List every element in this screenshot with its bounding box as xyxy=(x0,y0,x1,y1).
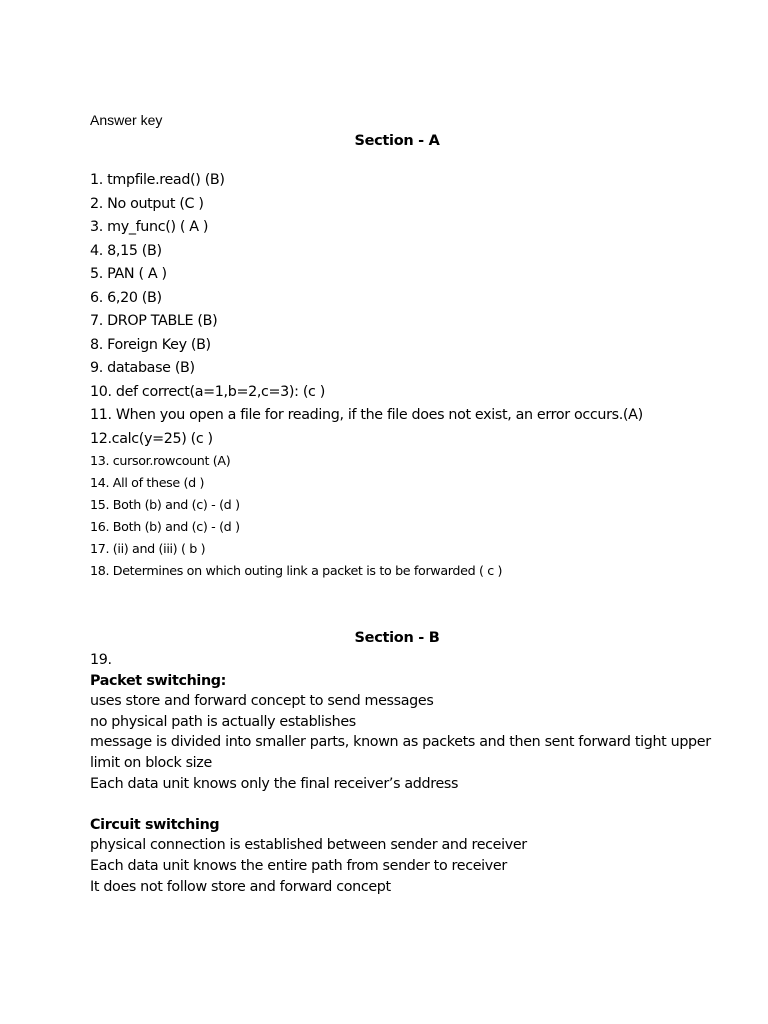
section-b-heading: Section - B xyxy=(354,630,440,646)
answer-item: 14. All of these (d ) xyxy=(90,475,205,490)
packet-switching-line: Each data unit knows only the final receiver’s address xyxy=(90,775,459,792)
answer-item: 15. Both (b) and (c) - (d ) xyxy=(90,497,240,512)
answer-item: 13. cursor.rowcount (A) xyxy=(90,453,231,468)
circuit-switching-line: It does not follow store and forward concept xyxy=(90,878,391,895)
answer-item: 17. (ii) and (iii) ( b ) xyxy=(90,541,206,556)
answer-item: 12.calc(y=25) (c ) xyxy=(90,430,213,447)
answer-item: 1. tmpfile.read() (B) xyxy=(90,172,225,188)
packet-switching-line: no physical path is actually establishes xyxy=(90,713,356,730)
section-b-content xyxy=(90,650,735,897)
answer-item: 8. Foreign Key (B) xyxy=(90,336,211,353)
answer-item: 9. database (B) xyxy=(90,360,195,376)
answer-key-title: Answer key xyxy=(90,112,163,128)
answer-item: 4. 8,15 (B) xyxy=(90,242,162,259)
question-number: 19. xyxy=(90,652,112,668)
circuit-switching-title: Circuit switching xyxy=(90,816,220,833)
answer-item: 2. No output (C ) xyxy=(90,195,204,212)
circuit-switching-line: Each data unit knows the entire path from sender to receiver xyxy=(90,857,507,874)
answer-item: 7. DROP TABLE (B) xyxy=(90,313,218,329)
circuit-switching-line: physical connection is established between sender and receiver xyxy=(90,837,527,854)
answer-item: 6. 6,20 (B) xyxy=(90,289,162,306)
answer-item: 3. my_func() ( A ) xyxy=(90,219,209,235)
packet-switching-line: message is divided into smaller parts, known as packets and then sent forward tight upper limit on block size xyxy=(90,734,711,771)
packet-switching-title: Packet switching: xyxy=(90,672,227,689)
answer-item: 11. When you open a file for reading, if the file does not exist, an error occurs.(A) xyxy=(90,407,643,423)
answer-item: 16. Both (b) and (c) - (d ) xyxy=(90,519,240,534)
answer-item: 18. Determines on which outing link a packet is to be forwarded ( c ) xyxy=(90,563,503,578)
packet-switching-line: uses store and forward concept to send messages xyxy=(90,693,434,710)
section-a-heading: Section - A xyxy=(354,133,440,149)
answer-item: 5. PAN ( A ) xyxy=(90,266,167,282)
section-a-answer-list xyxy=(90,171,643,585)
answer-item: 10. def correct(a=1,b=2,c=3): (c ) xyxy=(90,383,325,400)
spacer xyxy=(90,794,735,815)
